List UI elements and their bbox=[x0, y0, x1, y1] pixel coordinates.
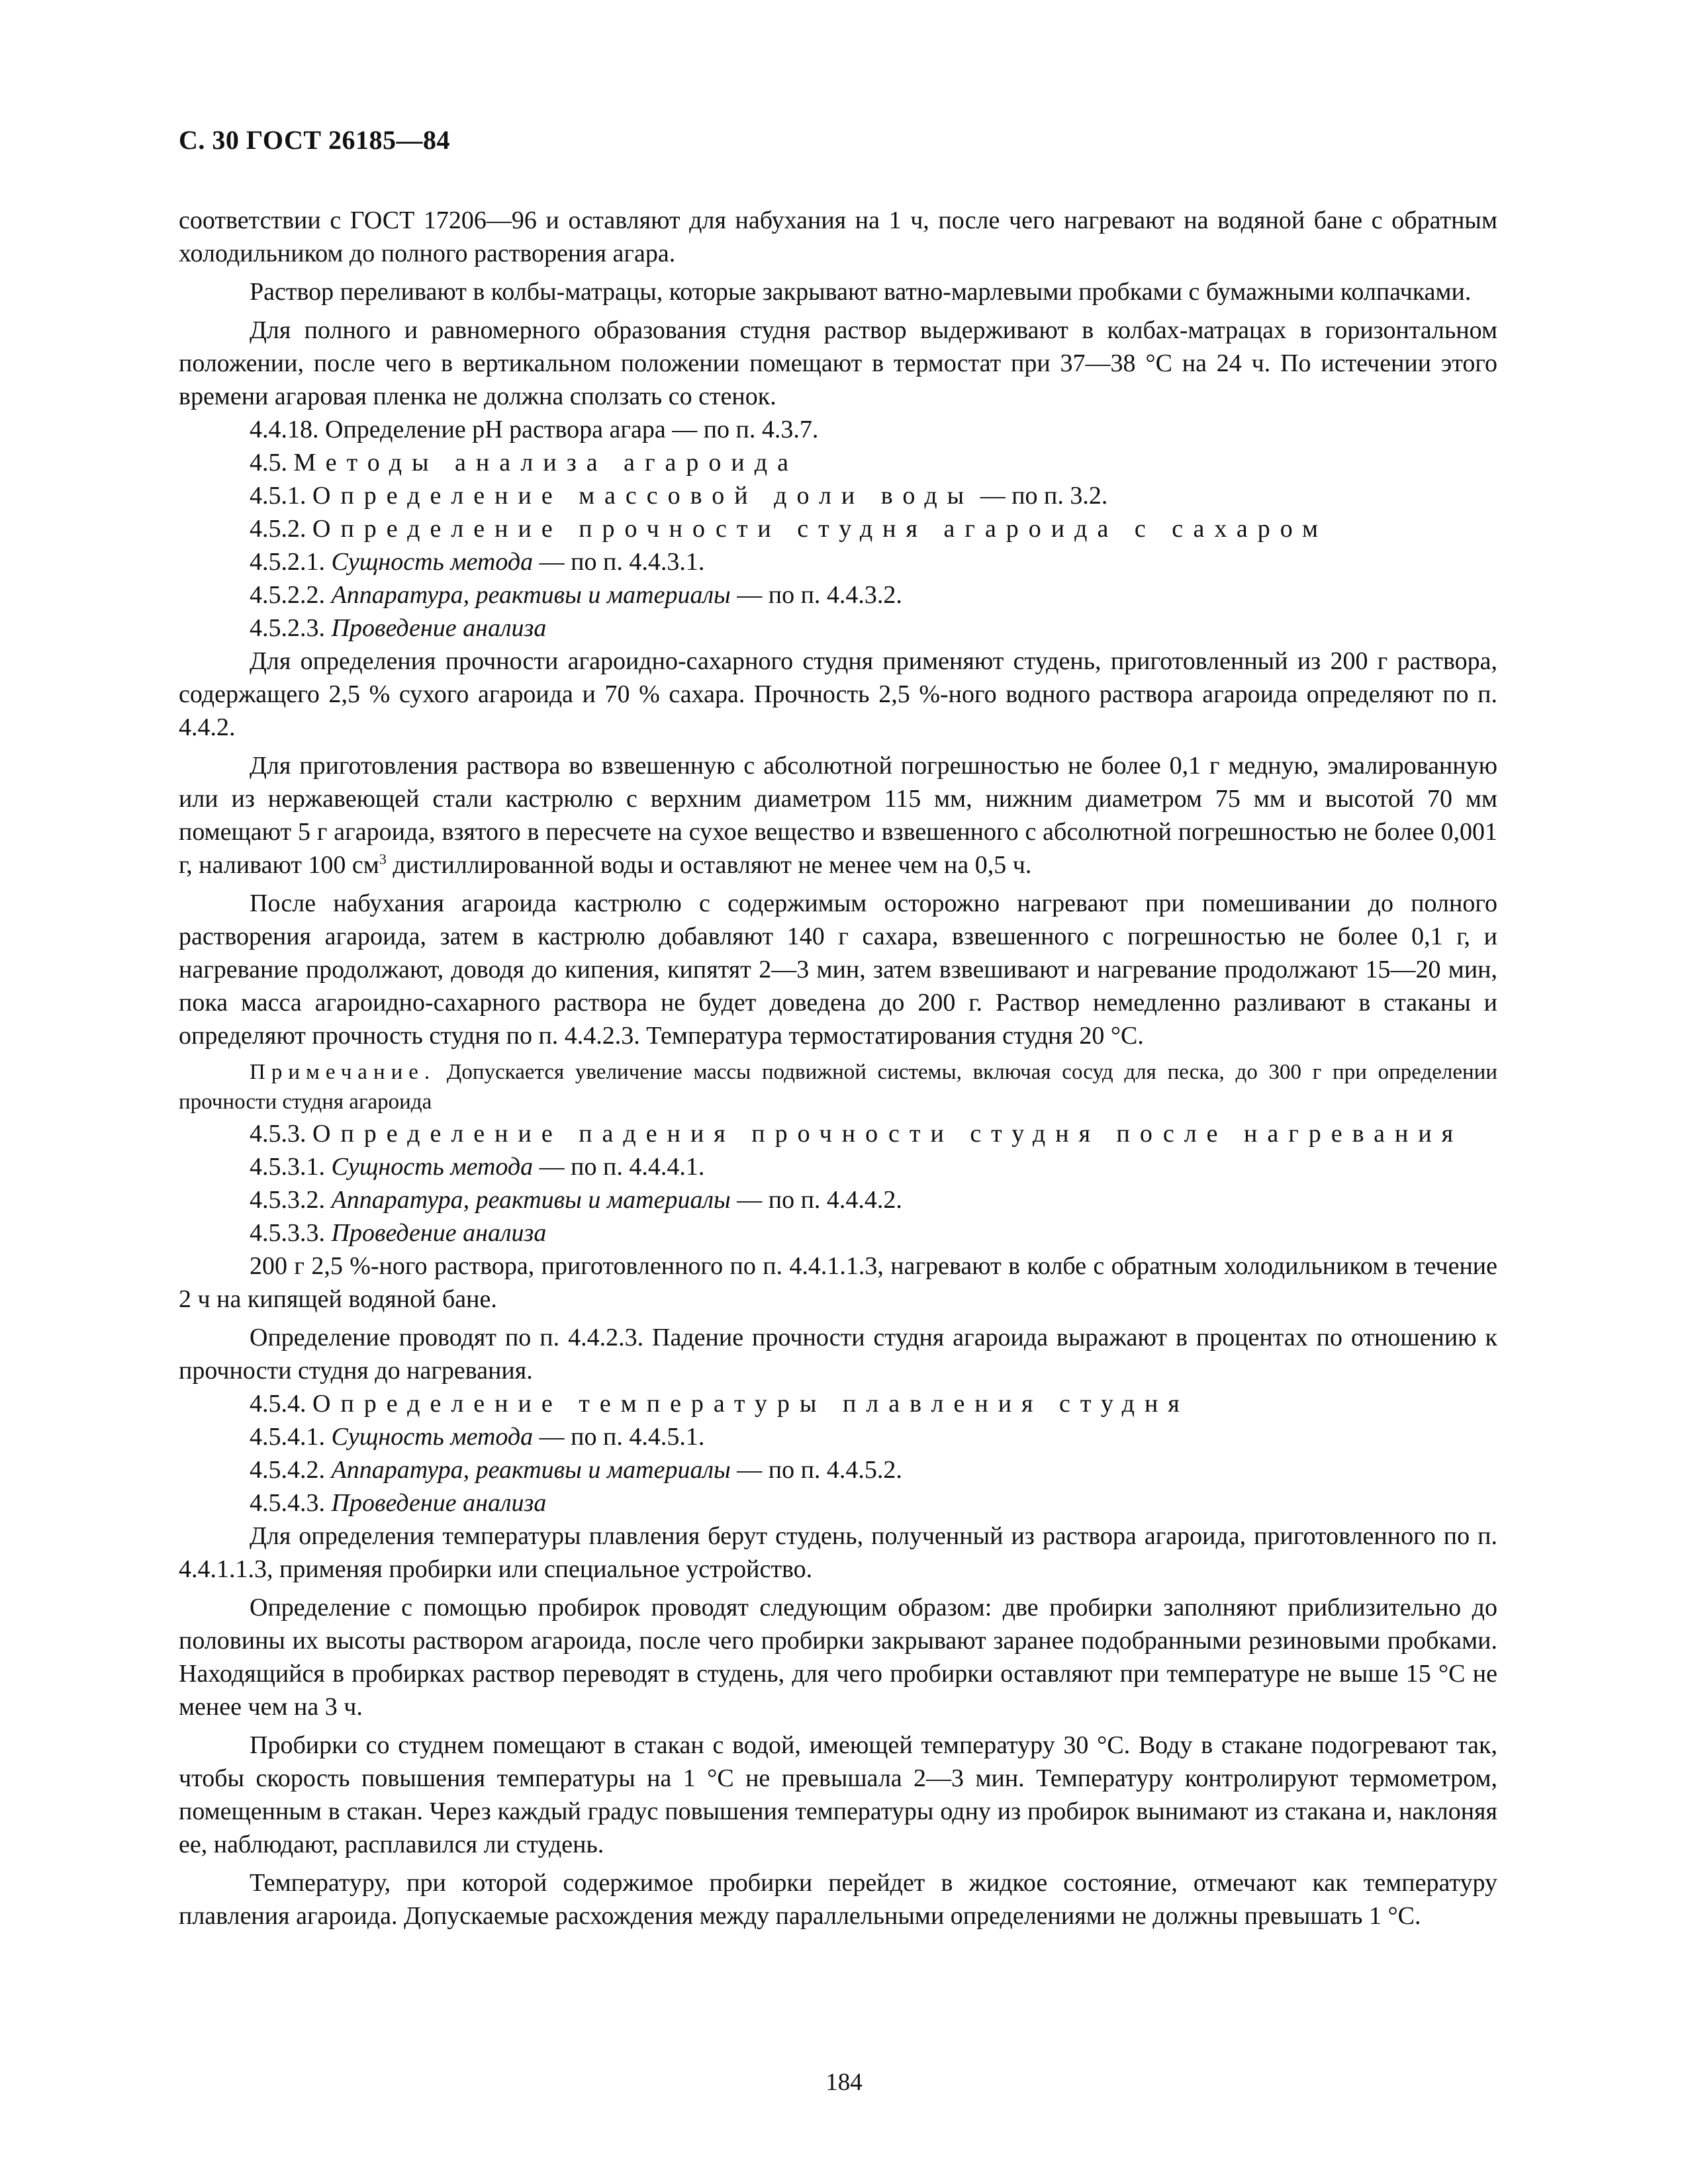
running-header: С. 30 ГОСТ 26185—84 bbox=[179, 125, 451, 155]
subsection-title: Проведение анализа bbox=[331, 614, 547, 642]
paragraph: Раствор переливают в колбы-матрацы, которые закрывают ватно-марлевыми пробками с бумажными колпачками. bbox=[250, 278, 1472, 306]
paragraph: Для определения прочности агароидно-сахарного студня применяют студень, приготовленный из 200 г раствора, содержащего 2,5 % сухого агароида и 70 % сахара. Прочность 2,5 %-ного водного раствора агароида определяют по п. 4.4.2. bbox=[179, 647, 1497, 741]
section-heading bbox=[179, 1387, 1497, 1420]
note-text: Допускается увеличение массы подвижной системы, включая сосуд для песка, до 300 г при определении прочности студня агароида bbox=[179, 1060, 1497, 1114]
section-heading bbox=[179, 446, 1497, 479]
note-label: Примечание. bbox=[250, 1060, 436, 1084]
section-number: 4.5.3.3. bbox=[250, 1219, 332, 1247]
paragraph: Определение с помощью пробирок проводят следующим образом: две пробирки заполняют приблизительно до половины их высоты раствором агароида, после чего пробирки закрывают заранее подобранными резиновыми пробками. Находящийся в пробирках раствор переводят в студень, для чего пробирки оставляют при температуре не выше 15 °С не менее чем на 3 ч. bbox=[179, 1594, 1497, 1721]
subsection-title: Сущность метода bbox=[331, 1423, 534, 1451]
section-number: 4.5.3.1. bbox=[250, 1153, 332, 1181]
paragraph: Для полного и равномерного образования студня раствор выдерживают в колбах-матрацах в горизонтальном положении, после чего в вертикальном положении помещают в термостат при 37—38 °С на 24 ч. По истечении этого времени агаровая пленка не должна сползать со стенок. bbox=[179, 316, 1497, 410]
section-number: 4.5.2.2. bbox=[250, 581, 332, 609]
section-number: 4.5.4. bbox=[250, 1390, 306, 1418]
section-heading bbox=[179, 1117, 1497, 1150]
paragraph: После набухания агароида кастрюлю с содержимым осторожно нагревают при помешивании до полного растворения агароида, затем в кастрюлю добавляют 140 г сахара, взвешенного с погрешностью не более 0,1 г, и нагревание продолжают, доводя до кипения, кипятят 2—3 мин, затем взвешивают и нагревание продолжают 15—20 мин, пока масса агароидно-сахарного раствора не будет доведена до 200 г. Раствор немедленно разливают в стаканы и определяют прочность студня по п. 4.4.2.3. Температура термостатирования студня 20 °С. bbox=[179, 889, 1497, 1050]
section-reference: — по п. 3.2. bbox=[974, 482, 1108, 510]
paragraph: Определение проводят по п. 4.4.2.3. Падение прочности студня агароида выражают в процентах по отношению к прочности студня до нагревания. bbox=[179, 1324, 1497, 1385]
subsection-heading bbox=[179, 612, 1497, 645]
section-heading: 4.4.18. Определение pH раствора агара — по п. 4.3.7. bbox=[250, 416, 819, 443]
subsection-heading bbox=[179, 1150, 1497, 1183]
section-reference: — по п. 4.4.3.1. bbox=[533, 548, 705, 576]
document-body bbox=[179, 204, 1497, 1933]
section-title: Определение массовой доли воды bbox=[312, 482, 974, 510]
section-title: Определение прочности студня агароида с сахаром bbox=[312, 515, 1329, 543]
subsection-title: Аппаратура, реактивы и материалы bbox=[331, 1186, 731, 1214]
section-number: 4.5.4.2. bbox=[250, 1456, 332, 1484]
paragraph: соответствии с ГОСТ 17206—96 и оставляют для набухания на 1 ч, после чего нагревают на водяной бане с обратным холодильником до полного растворения агара. bbox=[179, 206, 1497, 267]
subsection-heading bbox=[179, 1420, 1497, 1453]
paragraph: Температуру, при которой содержимое пробирки перейдет в жидкое состояние, отмечают как температуру плавления агароида. Допускаемые расхождения между параллельными определениями не должны превышать 1 °С. bbox=[179, 1869, 1497, 1930]
subsection-heading bbox=[179, 545, 1497, 578]
section-title: Определение падения прочности студня после нагревания bbox=[312, 1120, 1464, 1148]
subsection-title: Аппаратура, реактивы и материалы bbox=[331, 581, 731, 609]
subsection-title: Сущность метода bbox=[331, 1153, 534, 1181]
section-reference: — по п. 4.4.3.2. bbox=[730, 581, 902, 609]
subsection-heading bbox=[179, 1486, 1497, 1520]
subsection-heading bbox=[179, 1183, 1497, 1216]
paragraph bbox=[179, 749, 1497, 882]
section-number: 4.5.2.3. bbox=[250, 614, 332, 642]
section-heading bbox=[179, 512, 1497, 545]
subsection-title: Проведение анализа bbox=[331, 1219, 547, 1247]
paragraph-text: дистиллированной воды и оставляют не менее чем на 0,5 ч. bbox=[386, 851, 1032, 879]
subsection-title: Сущность метода bbox=[331, 548, 534, 576]
section-number: 4.5.3.2. bbox=[250, 1186, 332, 1214]
section-number: 4.5.3. bbox=[250, 1120, 306, 1148]
subsection-heading bbox=[179, 1453, 1497, 1486]
section-heading bbox=[179, 479, 1497, 512]
subsection-title: Аппаратура, реактивы и материалы bbox=[331, 1456, 731, 1484]
section-reference: — по п. 4.4.4.1. bbox=[533, 1153, 705, 1181]
section-reference: — по п. 4.4.5.1. bbox=[533, 1423, 705, 1451]
paragraph: Для определения температуры плавления берут студень, полученный из раствора агароида, приготовленного по п. 4.4.1.1.3, применяя пробирки или специальное устройство. bbox=[179, 1522, 1497, 1583]
section-number: 4.5.1. bbox=[250, 482, 306, 510]
page-number: 184 bbox=[825, 2069, 863, 2096]
section-number: 4.5.4.1. bbox=[250, 1423, 332, 1451]
section-number: 4.5.4.3. bbox=[250, 1489, 332, 1517]
subsection-heading bbox=[179, 578, 1497, 612]
paragraph: Пробирки со студнем помещают в стакан с водой, имеющей температуру 30 °С. Воду в стакане подогревают так, чтобы скорость повышения температуры на 1 °С не превышала 2—3 мин. Температуру контролируют термометром, помещенным в стакан. Через каждый градус повышения температуры одну из пробирок вынимают из стакана и, наклоняя ее, наблюдают, расплавился ли студень. bbox=[179, 1731, 1497, 1858]
paragraph-text: Для приготовления раствора во взвешенную с абсолютной погрешностью не более 0,1 г медную, эмалированную или из нержавеющей стали кастрюлю с верхним диаметром 115 мм, нижним диаметром 75 мм и высотой 70 мм помещают 5 г агароида, взятого в пересчете на сухое вещество и взвешенного с абсолютной погрешностью не более 0,001 г, наливают 100 см bbox=[179, 752, 1497, 879]
section-number: 4.5. bbox=[250, 449, 287, 477]
section-number: 4.5.2. bbox=[250, 515, 306, 543]
superscript: 3 bbox=[379, 850, 387, 868]
subsection-heading bbox=[179, 1216, 1497, 1250]
paragraph: 200 г 2,5 %-ного раствора, приготовленного по п. 4.4.1.1.3, нагревают в колбе с обратным холодильником в течение 2 ч на кипящей водяной бане. bbox=[179, 1252, 1497, 1313]
note bbox=[179, 1058, 1497, 1117]
section-title: Определение температуры плавления студня bbox=[312, 1390, 1190, 1418]
subsection-title: Проведение анализа bbox=[331, 1489, 547, 1517]
section-title: Методы анализа агароида bbox=[293, 449, 798, 477]
section-reference: — по п. 4.4.4.2. bbox=[730, 1186, 902, 1214]
section-reference: — по п. 4.4.5.2. bbox=[730, 1456, 902, 1484]
section-number: 4.5.2.1. bbox=[250, 548, 332, 576]
